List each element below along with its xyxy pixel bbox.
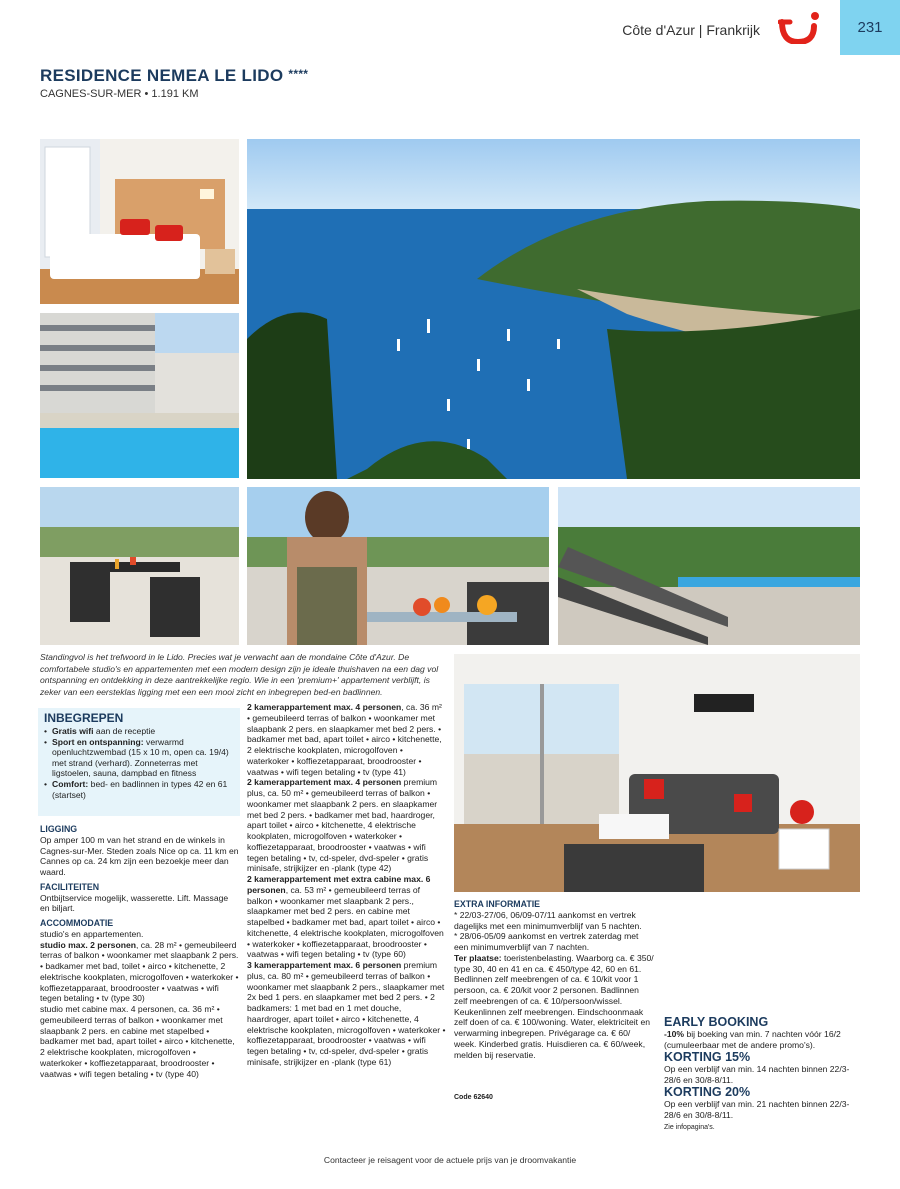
unit-description: studio max. 2 personen, ca. 28 m² • gemeubileerd terras of balkon • woonkamer met slaapbank 2 pers. • badkamer met bad, toilet • airco • kitchenette, 2 elektrische kookplaten, microgolfoven • waterkoker • koffiezetapparaat, broodrooster • vaatwas • wifi tegen betaling • tv (type 30) (40, 939, 239, 1004)
tui-smile-logo-icon (778, 10, 822, 44)
residence-pool-photo (40, 313, 239, 478)
inbegrepen-list (44, 726, 234, 800)
inbegrepen-item: • Comfort: bed- en badlinnen in types 42 en 61 (startset) (44, 779, 234, 800)
korting-15-text: Op een verblijf van min. 14 nachten binnen 22/3-28/6 en 30/8-8/11. (664, 1064, 850, 1085)
bay-view-photo (247, 139, 860, 479)
hotel-name: RESIDENCE NEMEA LE LIDO (40, 66, 284, 85)
unit-description: 2 kamerappartement max. 4 personen premium plus, ca. 50 m² • gemeubileerd terras of balkon • woonkamer met slaapbank 2 pers. en slaapkamer met bed 2 pers. • badkamer met bad, haardroger, apart toilet • airco • kitchenette, 4 elektrische kookplaten, microgolfoven • waterkoker • koffiezetapparaat, broodrooster • vaatwas • wifi tegen betaling • tv, cd-speler, dvd-speler • gratis minisafe, strijkijzer en -plank (type 42) (247, 777, 438, 874)
hotel-title (40, 66, 308, 86)
intro-caption: Standingvol is het trefwoord in le Lido. Precies wat je verwacht aan de mondaine Côte d'Azur. De comfortabele studio's en appartementen met een modern design zijn je ideale thuishaven na een dag vol ontspanning en ontdekking in deze aantrekkelijke regio. Wie in een 'premium+' appartement verblijft, is zeker van een eersteklas ligging met een een mooi zicht en inbegrepen bed-en badlinnen. (40, 652, 439, 697)
extra-info-line: * 22/03-27/06, 06/09-07/11 aankomst en vertrek dagelijks met een minimumverblijf van 5 nachten. (454, 909, 642, 931)
early-booking-text: -10% bij boeking van min. 7 nachten vóór 16/2 (cumuleerbaar met de andere promo's). (664, 1029, 841, 1050)
header-location: Côte d'Azur | Frankrijk (622, 22, 760, 38)
unit-description: 2 kamerappartement max. 4 personen, ca. 36 m² • gemeubileerd terras of balkon • woonkamer met slaapbank 2 pers. en slaapkamer met bed 2 pers. • badkamer met bad, apart toilet • airco • kitchenette, 2 elektrische kookplaten, microgolfoven • waterkoker • koffiezetapparaat, broodrooster • vaatwas • wifi tegen betaling • tv (type 41) (247, 702, 442, 777)
faciliteiten-text: Ontbijtservice mogelijk, wasserette. Lift. Massage en biljart. (40, 892, 229, 914)
bedroom-photo (40, 139, 239, 304)
korting-20-title: KORTING 20% (664, 1085, 751, 1100)
faciliteiten-heading: FACILITEITEN (40, 881, 100, 892)
inbegrepen-box (38, 708, 240, 816)
unit-description: 2 kamerappartement met extra cabine max. 6 personen, ca. 53 m² • gemeubileerd terras of balkon • woonkamer met slaapbank 2 pers., slaapkamer met bed 2 pers. en cabine met stapelbed • badkamer met bad, apart toilet • airco • kitchenette, 4 elektrische kookplaten, microgolfoven • waterkoker • koffiezetapparaat, broodrooster • vaatwas • wifi tegen betaling • tv (type 60) (247, 874, 444, 960)
column-2 (247, 702, 447, 1068)
promo-note: Zie infopagina's. (664, 1123, 715, 1131)
hotel-stars: **** (288, 67, 309, 81)
unit-description: 3 kamerappartement max. 6 personen premium plus, ca. 80 m² • gemeubileerd terras of balkon • woonkamer met slaapbank 2 pers., slaapkamer met 2x bed 1 pers. en slaapkamer met bed 2 pers. • 2 badkamers: 1 met bad en 1 met douche, haardroger, apart toilet • airco • kitchenette, 4 elektrische kookplaten, microgolfoven • waterkoker • koffiezetapparaat, broodrooster • vaatwas • wifi tegen betaling • tv, cd-speler, dvd-speler • gratis minisafe, strijkijzer en -plank (type 61) (247, 960, 446, 1067)
hotel-subtitle: CAGNES-SUR-MER • 1.191 KM (40, 88, 199, 100)
ligging-text: Op amper 100 m van het strand en de winkels in Cagnes-sur-Mer. Steden zoals Nice op ca. 11 km en Cannes op ca. 24 km zijn een bezoekje meer dan waard. (40, 834, 239, 877)
inbegrepen-item: • Sport en ontspanning: verwarmd openluchtzwembad (15 x 10 m, open ca. 19/4) met strand (verhard). Zonneterras met ligstoelen, sauna, dampbad en fitness (44, 737, 234, 779)
promo-block (664, 1015, 864, 1133)
ligging-heading: LIGGING (40, 824, 78, 834)
product-code: Code 62640 (454, 1094, 493, 1101)
early-booking-title: EARLY BOOKING (664, 1015, 769, 1029)
accommodatie-intro: studio's en appartementen. (40, 928, 144, 939)
column-3 (454, 895, 654, 1060)
ter-plaatse-text: Ter plaatse: toeristenbelasting. Waarborg ca. € 350/ type 30, 40 en 41 en ca. € 450/type 42, 60 en 61. Bedlinnen zelf meebrengen of ca. € 10/kit voor 1 persoon, ca. € 20/kit voor 2 personen. Badlinnen zelf meebrengen of ca. € 10/persoon/wissel. Keukenlinnen zelf meebrengen. Eindschoonmaak zelf doen of ca. € 100/woning. Water, elektriciteit en verwarming inbegrepen. Privégarage ca. € 60/ week. Kinderbed gratis. Huisdieren ca. € 60/week, melden bij reservatie. (454, 952, 654, 1060)
footer-text: Contacteer je reisagent voor de actuele prijs van je droomvakantie (323, 1155, 577, 1165)
living-room-photo (454, 654, 860, 892)
inbegrepen-item: • Gratis wifi aan de receptie (44, 726, 234, 737)
korting-15-title: KORTING 15% (664, 1050, 751, 1065)
column-1 (40, 820, 240, 1079)
korting-20-text: Op een verblijf van min. 21 nachten binnen 22/3-28/6 en 30/8-8/11. (664, 1099, 850, 1120)
inbegrepen-title: INBEGREPEN (44, 711, 124, 725)
unit-description: studio met cabine max. 4 personen, ca. 36 m² • gemeubileerd terras of balkon • woonkamer met slaapbank 2 pers. en cabine met stapelbed • badkamer met bad, apart toilet • airco • kitchenette, 2 elektrische kookplaten, microgolfoven • waterkoker • koffiezetapparaat, broodrooster • vaatwas • wifi tegen betaling • tv (type 40) (40, 1004, 235, 1079)
terrace-table-photo (40, 487, 239, 645)
extra-info-line: * 28/06-05/09 aankomst en vertrek zaterdag met een minimumverblijf van 7 nachten. (454, 931, 639, 952)
page-number-tab: 231 (840, 0, 900, 55)
pool-loungers-photo (558, 487, 860, 645)
accommodatie-heading: ACCOMMODATIE (40, 918, 114, 928)
woman-breakfast-photo (247, 487, 549, 645)
extra-info-heading: EXTRA INFORMATIE (454, 899, 541, 909)
